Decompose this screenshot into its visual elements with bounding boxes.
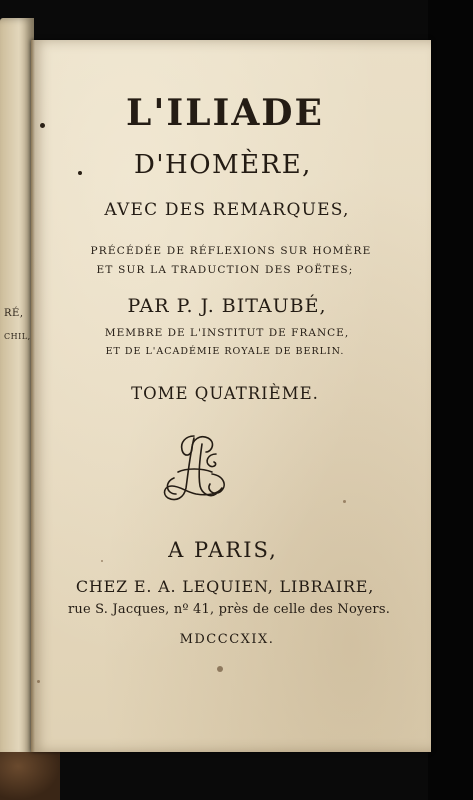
membership-line: MEMBRE DE L'INSTITUT DE FRANCE, xyxy=(104,327,350,339)
book-title: L'ILIADE xyxy=(126,92,324,134)
subtitle: AVEC DES REMARQUES, xyxy=(104,200,350,220)
paper-foxing-spot xyxy=(217,666,223,672)
publisher-monogram-icon xyxy=(156,428,236,508)
preface-line: PRÉCÉDÉE DE RÉFLEXIONS SUR HOMÈRE xyxy=(90,245,372,257)
publisher-line: CHEZ E. A. LEQUIEN, LIBRAIRE, xyxy=(75,577,375,596)
facing-page-text-fragment: CHIL, xyxy=(4,332,31,341)
address-line: rue S. Jacques, nº 41, près de celle des Noyers. xyxy=(67,602,391,617)
title-page xyxy=(31,40,431,752)
membership-line: ET DE L'ACADÉMIE ROYALE DE BERLIN. xyxy=(105,346,345,357)
background-shadow xyxy=(428,0,473,800)
paper-foxing-spot xyxy=(343,500,346,503)
imprint-city: A PARIS, xyxy=(168,538,278,562)
author-line: D'HOMÈRE, xyxy=(134,150,312,180)
publication-year: MDCCCXIX. xyxy=(179,632,275,647)
paper-foxing-spot xyxy=(101,560,103,562)
leather-cover-corner xyxy=(0,752,60,800)
volume-line: TOME QUATRIÈME. xyxy=(131,384,319,403)
preface-line: ET SUR LA TRADUCTION DES POËTES; xyxy=(96,264,354,276)
translator-line: PAR P. J. BITAUBÉ, xyxy=(127,295,327,317)
page-gutter-shadow xyxy=(31,40,35,752)
paper-foxing-spot xyxy=(37,680,40,683)
facing-page-text-fragment: RÉ, xyxy=(4,308,24,319)
